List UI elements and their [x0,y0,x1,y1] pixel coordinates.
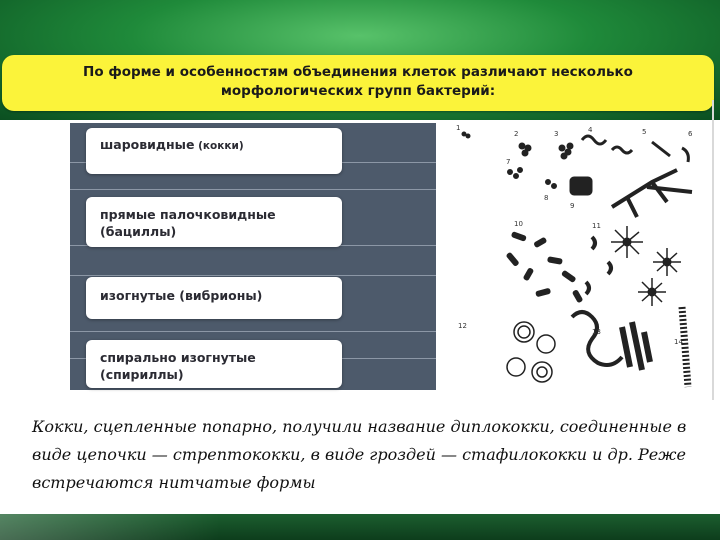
fig-number-14: 14 [674,338,683,346]
category-spirilla [86,340,342,388]
fig-number-4: 4 [588,126,593,134]
fig-number-12: 12 [458,322,467,330]
fig-number-5: 5 [642,128,647,136]
title-line-2: морфологических групп бактерий: [220,83,496,99]
fig-number-6: 6 [688,130,693,138]
category-cocci-sublabel: (кокки) [194,140,244,152]
fig-number-1: 1 [456,124,461,132]
title-line-1: По форме и особенностям объединения клеток различают несколько [83,64,633,80]
category-cocci [86,128,342,174]
footer-bar [0,514,720,540]
category-spirilla-label: спирально изогнутые (спириллы) [100,350,256,382]
fig-number-10: 10 [514,220,523,228]
category-vibrio-label: изогнутые (вибрионы) [100,288,263,303]
caption-text: Кокки, сцепленные попарно, получили название диплококки, соединенные в виде цепочки — стрептококки, в виде гроздей — стафилококки и др. Реже встречаются нитчатые формы [32,417,687,492]
fig-number-3: 3 [554,130,559,138]
fig-number-11: 11 [592,222,601,230]
title-box [2,55,714,111]
fig-number-2: 2 [514,130,519,138]
category-cocci-label: шаровидные [100,137,195,152]
category-vibrio [86,277,342,319]
category-bacilli-label: прямые палочковидные (бациллы) [100,207,276,239]
slide-title [32,63,684,101]
fig-number-13: 13 [592,328,601,336]
category-bacilli [86,197,342,247]
fig-number-9: 9 [570,202,575,210]
slide-edge-line [712,100,714,400]
fig-number-7: 7 [506,158,511,166]
fig-number-8: 8 [544,194,549,202]
bacteria-illustration [452,122,714,394]
